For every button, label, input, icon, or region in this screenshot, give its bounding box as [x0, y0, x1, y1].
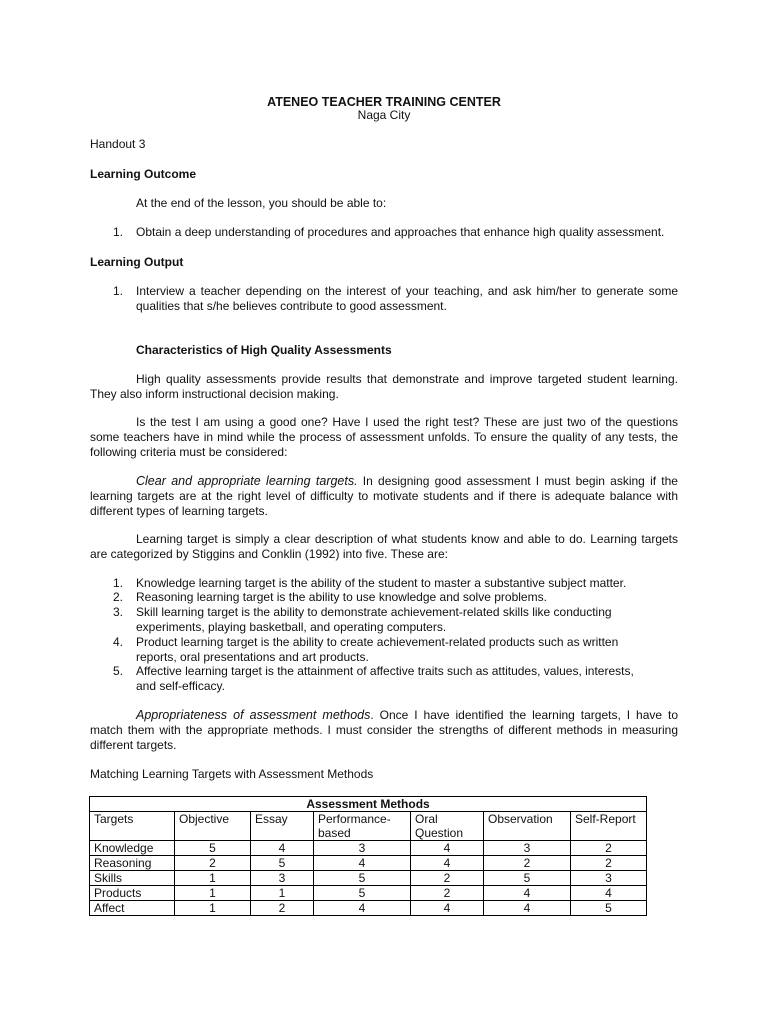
assessment-methods-term: Appropriateness of assessment methods — [136, 708, 371, 722]
target-number: 3. — [113, 605, 124, 619]
table-cell: 4 — [411, 901, 484, 916]
table-cell: 1 — [251, 886, 314, 901]
table-row — [90, 901, 647, 916]
table-title: Assessment Methods — [90, 797, 647, 812]
target-number: 5. — [113, 664, 124, 678]
column-header: Essay — [251, 812, 314, 841]
table-cell: 3 — [571, 871, 647, 886]
paragraph-learning-target: Learning target is simply a clear description of what students know and able to do. Learning targets are categorized by Stiggins and Conklin (1992) into five. These are: — [90, 532, 678, 561]
handout-label: Handout 3 — [90, 137, 146, 151]
clear-targets-text: In designing good assessment I must begin asking if the learning targets are at the right level of difficulty to motivate students and if there is adequate balance with different types of learning targets. — [90, 474, 678, 518]
row-label: Knowledge — [90, 841, 175, 856]
target-item-knowledge: Knowledge learning target is the ability of the student to master a substantive subject matter. — [136, 576, 627, 590]
learning-output-heading: Learning Output — [90, 255, 184, 269]
table-cell: 5 — [314, 886, 411, 901]
row-label: Skills — [90, 871, 175, 886]
output-item-text: Interview a teacher depending on the interest of your teaching, and ask him/her to generate some qualities that s/he believes contribute to good assessment. — [136, 284, 678, 313]
paragraph-high-quality: High quality assessments provide results that demonstrate and improve targeted student learning. They also inform instructional decision making. — [90, 372, 678, 401]
table-cell: 1 — [175, 886, 251, 901]
learning-outcome-heading: Learning Outcome — [90, 167, 197, 181]
learning-outcome-intro: At the end of the lesson, you should be able to: — [136, 196, 387, 210]
table-cell: 4 — [571, 886, 647, 901]
table-cell: 4 — [411, 841, 484, 856]
table-cell: 1 — [175, 871, 251, 886]
row-label: Reasoning — [90, 856, 175, 871]
table-cell: 4 — [484, 901, 571, 916]
center-location: Naga City — [357, 108, 411, 122]
output-item-number: 1. — [113, 284, 124, 298]
assessment-methods-table — [89, 796, 647, 916]
target-number: 1. — [113, 576, 124, 590]
table-cell: 4 — [314, 901, 411, 916]
table-cell: 2 — [411, 871, 484, 886]
center-title: ATENEO TEACHER TRAINING CENTER — [267, 95, 501, 109]
paragraph-test-question: Is the test I am using a good one? Have I used the right test? These are just two of the questions some teachers have in mind while the process of assessment unfolds. To ensure the quality of any tests, the following criteria must be considered: — [90, 415, 678, 459]
table-cell: 2 — [411, 886, 484, 901]
table-cell: 2 — [484, 856, 571, 871]
table-caption: Matching Learning Targets with Assessment Methods — [90, 767, 374, 781]
table-cell: 2 — [175, 856, 251, 871]
table-cell: 2 — [251, 901, 314, 916]
table-cell: 5 — [175, 841, 251, 856]
column-header: Objective — [175, 812, 251, 841]
target-number: 4. — [113, 635, 124, 649]
table-cell: 5 — [571, 901, 647, 916]
row-label: Affect — [90, 901, 175, 916]
clear-targets-term: Clear and appropriate learning targets. — [136, 474, 358, 488]
table-cell: 3 — [314, 841, 411, 856]
row-label: Products — [90, 886, 175, 901]
table-cell: 1 — [175, 901, 251, 916]
target-number: 2. — [113, 590, 124, 604]
table-cell: 2 — [571, 841, 647, 856]
table-row — [90, 856, 647, 871]
column-header: Self-Report — [571, 812, 647, 841]
table-cell: 4 — [484, 886, 571, 901]
assessment-methods-text: . Once I have identified the learning targets, I have to match them with the appropriate methods. I must consider the strengths of different methods in measuring different targets. — [90, 708, 678, 752]
table-row — [90, 886, 647, 901]
table-cell: 4 — [314, 856, 411, 871]
table-cell: 4 — [251, 841, 314, 856]
table-cell: 5 — [484, 871, 571, 886]
target-item-skill: Skill learning target is the ability to demonstrate achievement-related skills like conducting experiments, playing basketball, and operating computers. — [136, 605, 612, 634]
column-header: Performance-based — [314, 812, 411, 841]
outcome-item-number: 1. — [113, 225, 124, 239]
outcome-item-text: Obtain a deep understanding of procedures and approaches that enhance high quality assessment. — [136, 225, 665, 239]
paragraph-clear-targets — [90, 474, 678, 519]
table-cell: 5 — [251, 856, 314, 871]
target-item-affective: Affective learning target is the attainment of affective traits such as attitudes, values, interests, and self-efficacy. — [136, 664, 634, 693]
table-row — [90, 841, 647, 856]
column-header: Observation — [484, 812, 571, 841]
column-header: Targets — [90, 812, 175, 841]
table-cell: 5 — [314, 871, 411, 886]
table-row — [90, 871, 647, 886]
paragraph-assessment-methods — [90, 708, 678, 753]
section-heading: Characteristics of High Quality Assessments — [136, 343, 392, 357]
table-cell: 4 — [411, 856, 484, 871]
target-item-product: Product learning target is the ability to create achievement-related products such as written reports, oral presentations and art products. — [136, 635, 619, 664]
target-item-reasoning: Reasoning learning target is the ability to use knowledge and solve problems. — [136, 590, 547, 604]
table-cell: 3 — [484, 841, 571, 856]
table-cell: 2 — [571, 856, 647, 871]
table-cell: 3 — [251, 871, 314, 886]
column-header: Oral Question — [411, 812, 484, 841]
